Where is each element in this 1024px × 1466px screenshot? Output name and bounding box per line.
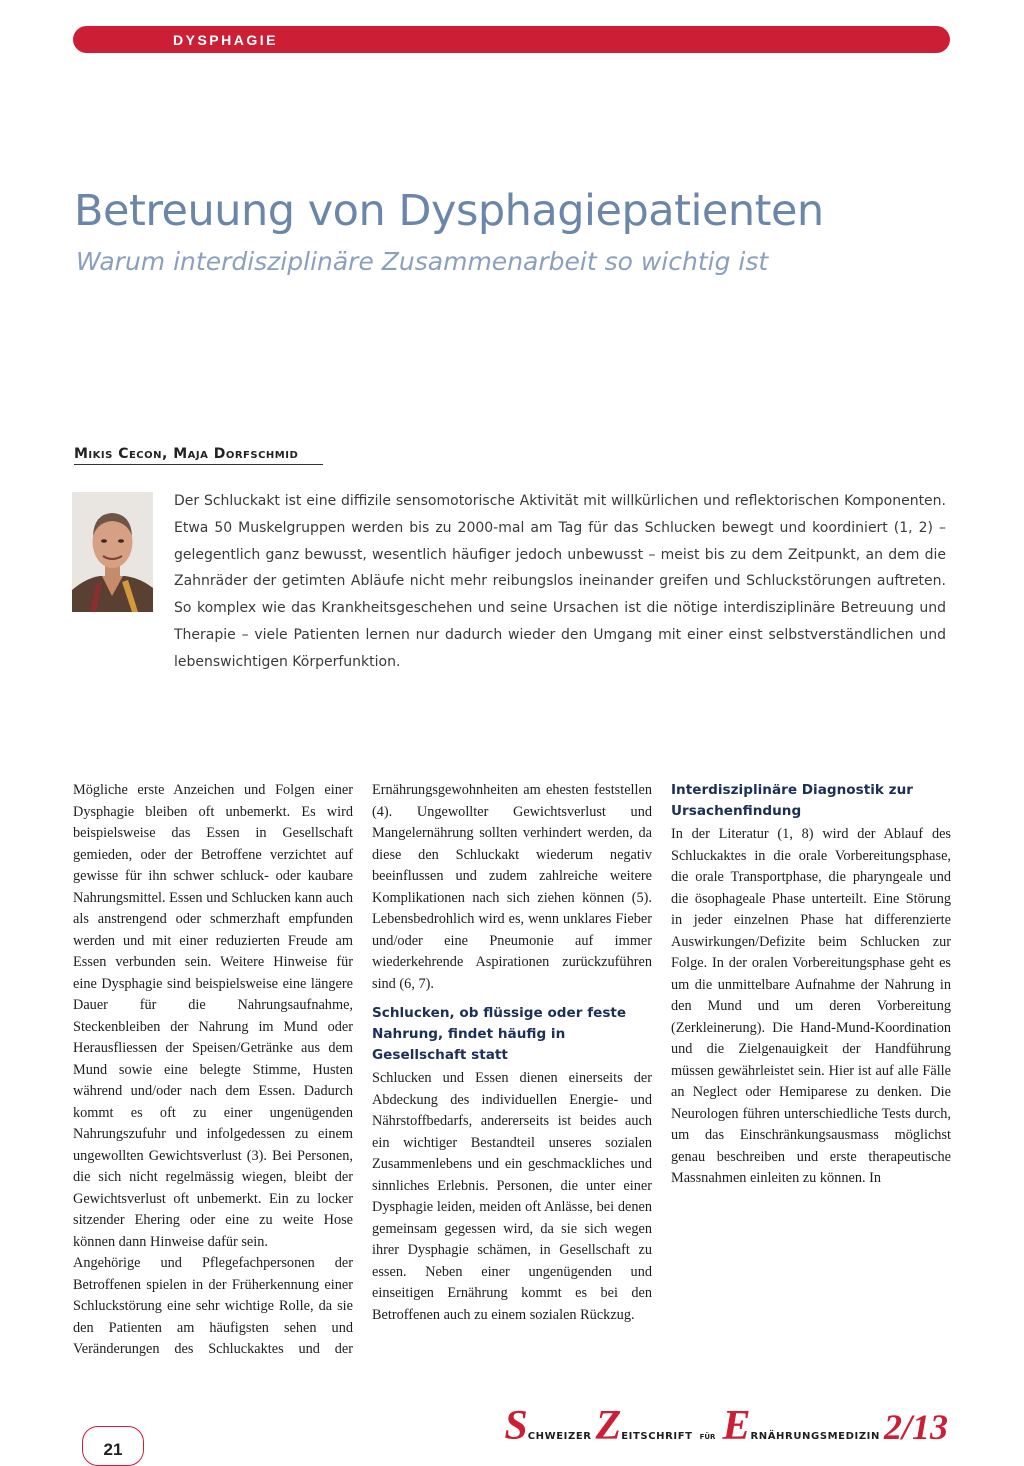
- journal-initial-s: S: [504, 1403, 528, 1449]
- section-heading: Schlucken, ob flüssige oder feste Nahrung, findet häufig in Gesellschaft statt: [372, 1005, 627, 1063]
- article-authors: Mikis Cecon, Maja Dorfschmid: [74, 446, 299, 462]
- body-paragraph: Angehörige und Pflegefachpersonen der Betroffenen spielen in der Früherkennung einer Schluckstörung eine sehr wichtige Rolle, da sie den Patienten am häufigsten sehen und Veränderungen des Schluckaktes und der Ernährungsgewohnheiten am ehesten feststellen (4). Ungewollter Gewichtsverlust und Mangelernährung sollten verhindert werden, da diese den Schluckakt wiederum negativ beeinflussen und zudem zahlreiche weitere Komplikationen nach sich ziehen können (5). Lebensbedrohlich wird es, wenn unklares Fieber und/oder eine Pneumonie auf immer wiederkehrende Aspirationen zurückzuführen sind (6, 7).: [73, 782, 652, 1357]
- author-photo: [72, 492, 153, 612]
- journal-name: [504, 1402, 948, 1450]
- article-title: Betreuung von Dysphagiepatienten: [74, 186, 824, 236]
- page-number: 21: [103, 1440, 123, 1459]
- body-paragraph: Mögliche erste Anzeichen und Folgen einer Dysphagie bleiben oft unbemerkt. Es wird beispielsweise das Essen in Gesellschaft gemieden, oder der Betroffene verzichtet auf gewisse für ihn schwer schluck- oder kaubare Nahrungsmittel. Essen und Schlucken kann auch als anstrengend oder schmerzhaft empfunden werden und mit einer reduzierten Freude am Essen verbunden sein. Weitere Hinweise für eine Dysphagie sind beispielsweise eine längere Dauer für die Nahrungsaufnahme, Steckenbleiben der Nahrung im Mund oder Herausfliessen der Speisen/Getränke aus dem Mund sowie eine belegte Stimme, Husten während und/oder nach dem Essen. Dadurch kommt es oft zu einer ungenügenden Nahrungszufuhr und infolgedessen zu einem ungewollten Gewichtsverlust (3). Bei Personen, die sich nicht regelmässig wiegen, bleibt der Gewichtsverlust oft unbemerkt. Ein zu locker sitzender Ehering oder eine zu weite Hose können dann Hinweise dafür sein.: [73, 782, 353, 1250]
- article-body: [73, 780, 951, 1366]
- journal-word-1: CHWEIZER: [527, 1431, 592, 1442]
- body-paragraph: In der Literatur (1, 8) wird der Ablauf des Schluckaktes in die orale Vorbereitungsphase, die orale Transportphase, die pharyngeale und die ösophageale Phase unterteilt. Eine Störung in jeder einzelnen Phase hat differenzierte Auswirkungen/Defizite beim Schlucken zur Folge. In der oralen Vorbereitungsphase geht es um die unmittelbare Aufnahme der Nahrung in den Mund und um deren Vorbereitung (Zerkleinerung). Die Hand-Mund-Koordination und die Zielgenauigkeit der Handführung müssen gewährleistet sein. Hier ist auf alle Fälle an Neglect oder Hemiparese zu denken. Die Neurologen führen unterschiedliche Tests durch, um das Einschränkungsausmass möglichst genau beschreiben und erste therapeutische Massnahmen einleiten zu können. In: [671, 826, 951, 1186]
- journal-word-fuer: FÜR: [699, 1433, 716, 1441]
- journal-word-2: EITSCHRIFT: [621, 1431, 693, 1442]
- authors-underline: [74, 464, 323, 465]
- body-paragraph: Schlucken und Essen dienen einerseits der Abdeckung des individuellen Energie- und Nährstoffbedarfs, andererseits ist beides auch ein wichtiger Bestandteil unseres sozialen Zusammenlebens und ein geschmackliches und sinnliches Erlebnis. Personen, die unter einer Dysphagie leiden, meiden oft Anlässe, bei denen gemeinsam gegessen wird, da sie sich wegen ihrer Dysphagie schämen, in Gesellschaft zu essen. Neben einer ungenügenden und einseitigen Ernährung kommt es bei den Betroffenen auch zu einem sozialen Rückzug.: [372, 1070, 652, 1323]
- section-heading: Interdisziplinäre Diagnostik zur Ursachenfindung: [671, 782, 913, 819]
- journal-issue: 2/13: [883, 1407, 948, 1447]
- section-header-bar: [73, 26, 950, 53]
- journal-initial-e: E: [722, 1403, 751, 1449]
- journal-initial-z: Z: [595, 1403, 622, 1449]
- article-abstract: Der Schluckakt ist eine diffizile sensomotorische Aktivität mit willkürlichen und reflektorischen Komponenten. Etwa 50 Muskelgruppen werden bis zu 2000-mal am Tag für das Schlucken bewegt und koordiniert (1, 2) – gelegentlich ganz bewusst, wesentlich häufiger jedoch unbewusst – meist bis zu dem Zeitpunkt, an dem die Zahnräder der getimten Abläufe nicht mehr reibungslos ineinander greifen und Schluckstörungen auftreten. So komplex wie das Krankheitsgeschehen und seine Ursachen ist die nötige interdisziplinäre Betreuung und Therapie – viele Patienten lernen nur dadurch wieder den Umgang mit einer einst selbstverständlichen und lebenswichtigen Körperfunktion.: [174, 493, 946, 670]
- journal-word-3: RNÄHRUNGSMEDIZIN: [750, 1431, 880, 1442]
- author-portrait-image: [72, 492, 153, 612]
- section-label: DYSPHAGIE: [173, 32, 278, 48]
- article-subtitle: Warum interdisziplinäre Zusammenarbeit so wichtig ist: [76, 247, 769, 276]
